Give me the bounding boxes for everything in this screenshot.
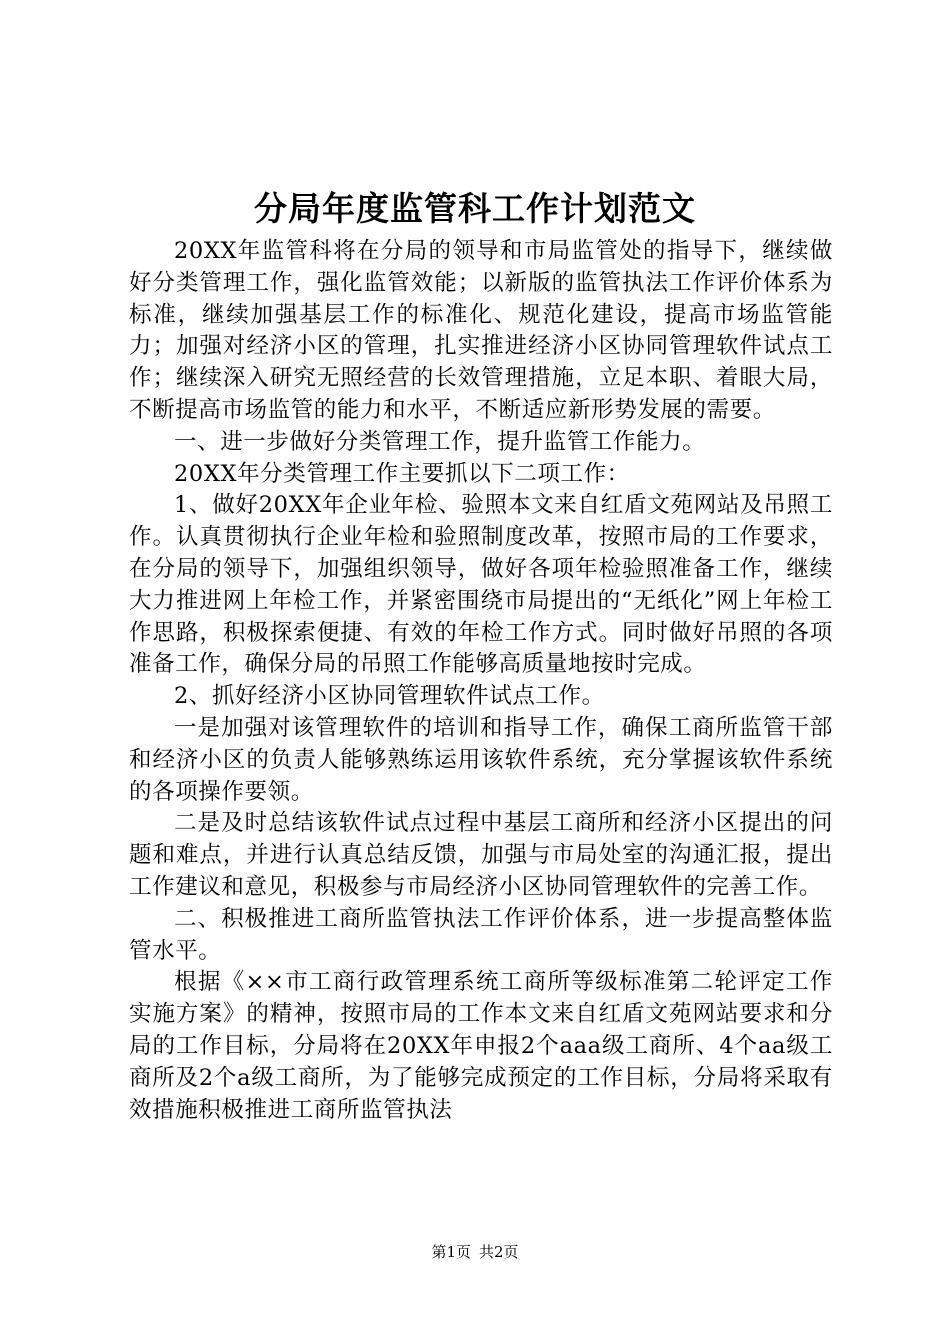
document-body [129,236,833,1126]
paragraph: 20XX年分类管理工作主要抓以下二项工作： [174,460,630,487]
paragraph: 1、做好20XX年企业年检、验照本文来自红盾文苑网站及吊照工作。认真贯彻执行企业年检和验照制度改革，按照市局的工作要求，在分局的领导下，加强组织领导，做好各项年检验照准备工作，继续大力推进网上年检工作，并紧密围绕市局提出的“无纸化”网上年检工作思路，积极探索便捷、有效的年检工作方式。同时做好吊照的各项准备工作，确保分局的吊照工作能够高质量地按时完成。 [129,492,833,678]
section-heading: 二、积极推进工商所监管执法工作评价体系，进一步提高整体监管水平。 [129,905,833,964]
paragraph: 根据《××市工商行政管理系统工商所等级标准第二轮评定工作实施方案》的精神，按照市局的工作本文来自红盾文苑网站要求和分局的工作目标，分局将在20XX年申报2个aaa级工商所、4个aa级工商所及2个a级工商所，为了能够完成预定的工作目标，分局将采取有效措施积极推进工商所监管执法 [129,969,833,1123]
section-heading: 一、进一步做好分类管理工作，提升监管工作能力。 [174,428,706,455]
paragraph: 一是加强对该管理软件的培训和指导工作，确保工商所监管干部和经济小区的负责人能够熟练运用该软件系统，充分掌握该软件系统的各项操作要领。 [129,714,833,805]
paragraph: 2、抓好经济小区协同管理软件试点工作。 [174,683,605,710]
page-count: 共2页 [479,1243,519,1261]
page-number: 第1页 [431,1243,471,1261]
page-footer [0,1242,950,1262]
document-title: 分局年度监管科工作计划范文 [254,189,696,228]
paragraph: 二是及时总结该软件试点过程中基层工商所和经济小区提出的问题和难点，并进行认真总结反馈，加强与市局处室的沟通汇报，提出工作建议和意见，积极参与市局经济小区协同管理软件的完善工作。 [129,810,833,900]
paragraph: 20XX年监管科将在分局的领导和市局监管处的指导下，继续做好分类管理工作，强化监管效能；以新版的监管执法工作评价体系为标准，继续加强基层工作的标准化、规范化建设，提高市场监管能力；加强对经济小区的管理，扎实推进经济小区协同管理软件试点工作；继续深入研究无照经营的长效管理措施，立足本职、着眼大局，不断提高市场监管的能力和水平，不断适应新形势发展的需要。 [129,238,833,423]
